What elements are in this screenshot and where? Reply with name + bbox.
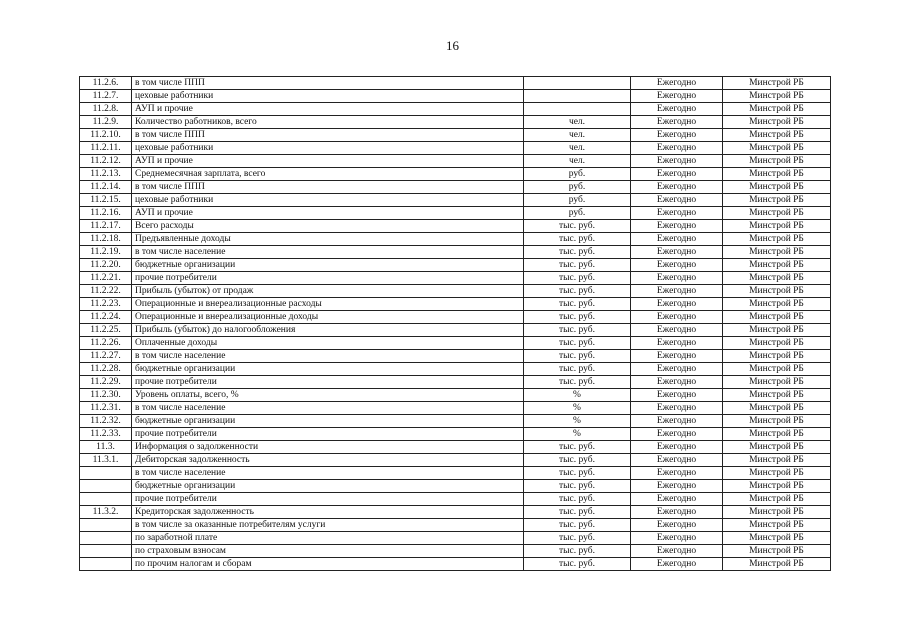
responsible-cell: Минстрой РБ (723, 441, 831, 454)
row-number-cell: 11.2.13. (80, 168, 132, 181)
responsible-cell: Минстрой РБ (723, 259, 831, 272)
table-row (80, 545, 831, 558)
responsible-cell: Минстрой РБ (723, 220, 831, 233)
indicator-name-cell: в том числе ППП (132, 181, 524, 194)
indicator-name-cell: по прочим налогам и сборам (132, 558, 524, 571)
frequency-cell: Ежегодно (631, 246, 723, 259)
responsible-cell: Минстрой РБ (723, 168, 831, 181)
frequency-cell: Ежегодно (631, 545, 723, 558)
responsible-cell: Минстрой РБ (723, 376, 831, 389)
row-number-cell: 11.2.10. (80, 129, 132, 142)
indicator-name-cell: Прибыль (убыток) до налогообложения (132, 324, 524, 337)
row-number-cell: 11.2.9. (80, 116, 132, 129)
row-number-cell: 11.2.28. (80, 363, 132, 376)
indicator-name-cell: АУП и прочие (132, 207, 524, 220)
indicator-name-cell: бюджетные организации (132, 363, 524, 376)
row-number-cell: 11.2.12. (80, 155, 132, 168)
row-number-cell: 11.2.22. (80, 285, 132, 298)
indicator-name-cell: АУП и прочие (132, 103, 524, 116)
table-row (80, 350, 831, 363)
indicator-name-cell: в том числе ППП (132, 129, 524, 142)
indicator-name-cell: Дебиторская задолженность (132, 454, 524, 467)
frequency-cell: Ежегодно (631, 103, 723, 116)
table-row (80, 90, 831, 103)
unit-cell: чел. (524, 155, 631, 168)
row-number-cell: 11.2.14. (80, 181, 132, 194)
table-row (80, 259, 831, 272)
frequency-cell: Ежегодно (631, 220, 723, 233)
table-row (80, 402, 831, 415)
frequency-cell: Ежегодно (631, 298, 723, 311)
responsible-cell: Минстрой РБ (723, 155, 831, 168)
row-number-cell: 11.2.29. (80, 376, 132, 389)
unit-cell: тыс. руб. (524, 285, 631, 298)
responsible-cell: Минстрой РБ (723, 298, 831, 311)
frequency-cell: Ежегодно (631, 233, 723, 246)
unit-cell: тыс. руб. (524, 454, 631, 467)
table-row (80, 363, 831, 376)
indicator-name-cell: в том числе за оказанные потребителям услуги (132, 519, 524, 532)
unit-cell: тыс. руб. (524, 324, 631, 337)
row-number-cell: 11.2.7. (80, 90, 132, 103)
frequency-cell: Ежегодно (631, 480, 723, 493)
unit-cell: чел. (524, 142, 631, 155)
responsible-cell: Минстрой РБ (723, 363, 831, 376)
frequency-cell: Ежегодно (631, 168, 723, 181)
responsible-cell: Минстрой РБ (723, 311, 831, 324)
indicator-name-cell: цеховые работники (132, 142, 524, 155)
report-table-body (80, 77, 831, 571)
frequency-cell: Ежегодно (631, 376, 723, 389)
row-number-cell: 11.2.15. (80, 194, 132, 207)
unit-cell: руб. (524, 207, 631, 220)
responsible-cell: Минстрой РБ (723, 233, 831, 246)
row-number-cell: 11.2.16. (80, 207, 132, 220)
frequency-cell: Ежегодно (631, 428, 723, 441)
row-number-cell: 11.2.25. (80, 324, 132, 337)
unit-cell: тыс. руб. (524, 259, 631, 272)
indicator-name-cell: бюджетные организации (132, 480, 524, 493)
table-row (80, 480, 831, 493)
unit-cell (524, 90, 631, 103)
row-number-cell (80, 519, 132, 532)
frequency-cell: Ежегодно (631, 272, 723, 285)
frequency-cell: Ежегодно (631, 454, 723, 467)
frequency-cell: Ежегодно (631, 532, 723, 545)
indicator-name-cell: бюджетные организации (132, 259, 524, 272)
row-number-cell: 11.2.30. (80, 389, 132, 402)
row-number-cell: 11.2.27. (80, 350, 132, 363)
table-row (80, 441, 831, 454)
row-number-cell (80, 545, 132, 558)
responsible-cell: Минстрой РБ (723, 558, 831, 571)
responsible-cell: Минстрой РБ (723, 415, 831, 428)
responsible-cell: Минстрой РБ (723, 428, 831, 441)
responsible-cell: Минстрой РБ (723, 324, 831, 337)
row-number-cell: 11.2.19. (80, 246, 132, 259)
indicator-name-cell: Количество работников, всего (132, 116, 524, 129)
table-row (80, 220, 831, 233)
table-row (80, 428, 831, 441)
table-row (80, 207, 831, 220)
row-number-cell: 11.2.24. (80, 311, 132, 324)
responsible-cell: Минстрой РБ (723, 77, 831, 90)
frequency-cell: Ежегодно (631, 363, 723, 376)
indicator-name-cell: в том числе ППП (132, 77, 524, 90)
table-row (80, 77, 831, 90)
frequency-cell: Ежегодно (631, 558, 723, 571)
unit-cell: чел. (524, 116, 631, 129)
row-number-cell (80, 532, 132, 545)
indicator-name-cell: Оплаченные доходы (132, 337, 524, 350)
responsible-cell: Минстрой РБ (723, 454, 831, 467)
table-row (80, 194, 831, 207)
row-number-cell: 11.2.11. (80, 142, 132, 155)
frequency-cell: Ежегодно (631, 311, 723, 324)
table-row (80, 116, 831, 129)
responsible-cell: Минстрой РБ (723, 545, 831, 558)
responsible-cell: Минстрой РБ (723, 285, 831, 298)
responsible-cell: Минстрой РБ (723, 129, 831, 142)
unit-cell: тыс. руб. (524, 467, 631, 480)
unit-cell: тыс. руб. (524, 545, 631, 558)
responsible-cell: Минстрой РБ (723, 90, 831, 103)
frequency-cell: Ежегодно (631, 389, 723, 402)
indicator-name-cell: по заработной плате (132, 532, 524, 545)
row-number-cell: 11.2.17. (80, 220, 132, 233)
table-row (80, 467, 831, 480)
table-row (80, 298, 831, 311)
table-row (80, 389, 831, 402)
table-row (80, 454, 831, 467)
row-number-cell: 11.2.6. (80, 77, 132, 90)
table-row (80, 519, 831, 532)
unit-cell: тыс. руб. (524, 532, 631, 545)
row-number-cell: 11.2.23. (80, 298, 132, 311)
responsible-cell: Минстрой РБ (723, 480, 831, 493)
table-row (80, 129, 831, 142)
table-row (80, 337, 831, 350)
unit-cell: тыс. руб. (524, 220, 631, 233)
row-number-cell: 11.2.21. (80, 272, 132, 285)
unit-cell: тыс. руб. (524, 363, 631, 376)
responsible-cell: Минстрой РБ (723, 194, 831, 207)
frequency-cell: Ежегодно (631, 77, 723, 90)
unit-cell: % (524, 428, 631, 441)
unit-cell: руб. (524, 181, 631, 194)
unit-cell: тыс. руб. (524, 298, 631, 311)
responsible-cell: Минстрой РБ (723, 142, 831, 155)
frequency-cell: Ежегодно (631, 441, 723, 454)
unit-cell: % (524, 389, 631, 402)
frequency-cell: Ежегодно (631, 415, 723, 428)
table-row (80, 324, 831, 337)
page-number: 16 (446, 38, 459, 53)
indicator-name-cell: Кредиторская задолженность (132, 506, 524, 519)
frequency-cell: Ежегодно (631, 350, 723, 363)
row-number-cell (80, 480, 132, 493)
unit-cell: руб. (524, 194, 631, 207)
indicator-name-cell: в том числе население (132, 350, 524, 363)
frequency-cell: Ежегодно (631, 493, 723, 506)
unit-cell: тыс. руб. (524, 480, 631, 493)
frequency-cell: Ежегодно (631, 519, 723, 532)
row-number-cell: 11.2.8. (80, 103, 132, 116)
indicator-name-cell: в том числе население (132, 246, 524, 259)
unit-cell: тыс. руб. (524, 337, 631, 350)
frequency-cell: Ежегодно (631, 259, 723, 272)
unit-cell: тыс. руб. (524, 233, 631, 246)
indicator-name-cell: Информация о задолженности (132, 441, 524, 454)
unit-cell: тыс. руб. (524, 376, 631, 389)
frequency-cell: Ежегодно (631, 285, 723, 298)
row-number-cell: 11.3. (80, 441, 132, 454)
indicator-name-cell: бюджетные организации (132, 415, 524, 428)
unit-cell: чел. (524, 129, 631, 142)
table-row (80, 506, 831, 519)
frequency-cell: Ежегодно (631, 116, 723, 129)
indicator-name-cell: Всего расходы (132, 220, 524, 233)
responsible-cell: Минстрой РБ (723, 337, 831, 350)
frequency-cell: Ежегодно (631, 90, 723, 103)
unit-cell: тыс. руб. (524, 506, 631, 519)
indicator-name-cell: Предъявленные доходы (132, 233, 524, 246)
table-row (80, 532, 831, 545)
table-row (80, 376, 831, 389)
frequency-cell: Ежегодно (631, 181, 723, 194)
table-row (80, 311, 831, 324)
frequency-cell: Ежегодно (631, 324, 723, 337)
table-row (80, 285, 831, 298)
table-row (80, 415, 831, 428)
unit-cell: тыс. руб. (524, 441, 631, 454)
responsible-cell: Минстрой РБ (723, 272, 831, 285)
indicator-name-cell: прочие потребители (132, 272, 524, 285)
responsible-cell: Минстрой РБ (723, 402, 831, 415)
frequency-cell: Ежегодно (631, 402, 723, 415)
table-row (80, 246, 831, 259)
frequency-cell: Ежегодно (631, 129, 723, 142)
indicator-name-cell: в том числе население (132, 402, 524, 415)
indicator-name-cell: Среднемесячная зарплата, всего (132, 168, 524, 181)
responsible-cell: Минстрой РБ (723, 493, 831, 506)
table-row (80, 272, 831, 285)
unit-cell: тыс. руб. (524, 558, 631, 571)
table-row (80, 103, 831, 116)
unit-cell: тыс. руб. (524, 311, 631, 324)
unit-cell: % (524, 402, 631, 415)
row-number-cell: 11.2.32. (80, 415, 132, 428)
responsible-cell: Минстрой РБ (723, 181, 831, 194)
unit-cell (524, 77, 631, 90)
responsible-cell: Минстрой РБ (723, 246, 831, 259)
unit-cell: тыс. руб. (524, 350, 631, 363)
table-row (80, 168, 831, 181)
responsible-cell: Минстрой РБ (723, 116, 831, 129)
row-number-cell: 11.3.2. (80, 506, 132, 519)
unit-cell: руб. (524, 168, 631, 181)
unit-cell: тыс. руб. (524, 272, 631, 285)
table-row (80, 181, 831, 194)
row-number-cell: 11.2.33. (80, 428, 132, 441)
responsible-cell: Минстрой РБ (723, 389, 831, 402)
unit-cell: тыс. руб. (524, 519, 631, 532)
indicator-name-cell: в том числе население (132, 467, 524, 480)
report-table (79, 76, 831, 571)
indicator-name-cell: АУП и прочие (132, 155, 524, 168)
indicator-name-cell: Операционные и внереализационные расходы (132, 298, 524, 311)
indicator-name-cell: Прибыль (убыток) от продаж (132, 285, 524, 298)
responsible-cell: Минстрой РБ (723, 519, 831, 532)
table-row (80, 493, 831, 506)
frequency-cell: Ежегодно (631, 194, 723, 207)
row-number-cell: 11.2.18. (80, 233, 132, 246)
frequency-cell: Ежегодно (631, 207, 723, 220)
table-row (80, 233, 831, 246)
indicator-name-cell: прочие потребители (132, 428, 524, 441)
indicator-name-cell: цеховые работники (132, 194, 524, 207)
indicator-name-cell: Операционные и внереализационные доходы (132, 311, 524, 324)
unit-cell: тыс. руб. (524, 246, 631, 259)
table-row (80, 142, 831, 155)
unit-cell: % (524, 415, 631, 428)
indicator-name-cell: прочие потребители (132, 376, 524, 389)
row-number-cell (80, 467, 132, 480)
row-number-cell: 11.2.31. (80, 402, 132, 415)
table-row (80, 558, 831, 571)
unit-cell: тыс. руб. (524, 493, 631, 506)
responsible-cell: Минстрой РБ (723, 103, 831, 116)
frequency-cell: Ежегодно (631, 506, 723, 519)
indicator-name-cell: цеховые работники (132, 90, 524, 103)
frequency-cell: Ежегодно (631, 142, 723, 155)
unit-cell (524, 103, 631, 116)
frequency-cell: Ежегодно (631, 155, 723, 168)
frequency-cell: Ежегодно (631, 337, 723, 350)
responsible-cell: Минстрой РБ (723, 506, 831, 519)
responsible-cell: Минстрой РБ (723, 467, 831, 480)
indicator-name-cell: по страховым взносам (132, 545, 524, 558)
indicator-name-cell: Уровень оплаты, всего, % (132, 389, 524, 402)
row-number-cell: 11.3.1. (80, 454, 132, 467)
row-number-cell: 11.2.26. (80, 337, 132, 350)
frequency-cell: Ежегодно (631, 467, 723, 480)
indicator-name-cell: прочие потребители (132, 493, 524, 506)
responsible-cell: Минстрой РБ (723, 350, 831, 363)
table-row (80, 155, 831, 168)
row-number-cell (80, 558, 132, 571)
responsible-cell: Минстрой РБ (723, 532, 831, 545)
responsible-cell: Минстрой РБ (723, 207, 831, 220)
row-number-cell: 11.2.20. (80, 259, 132, 272)
row-number-cell (80, 493, 132, 506)
